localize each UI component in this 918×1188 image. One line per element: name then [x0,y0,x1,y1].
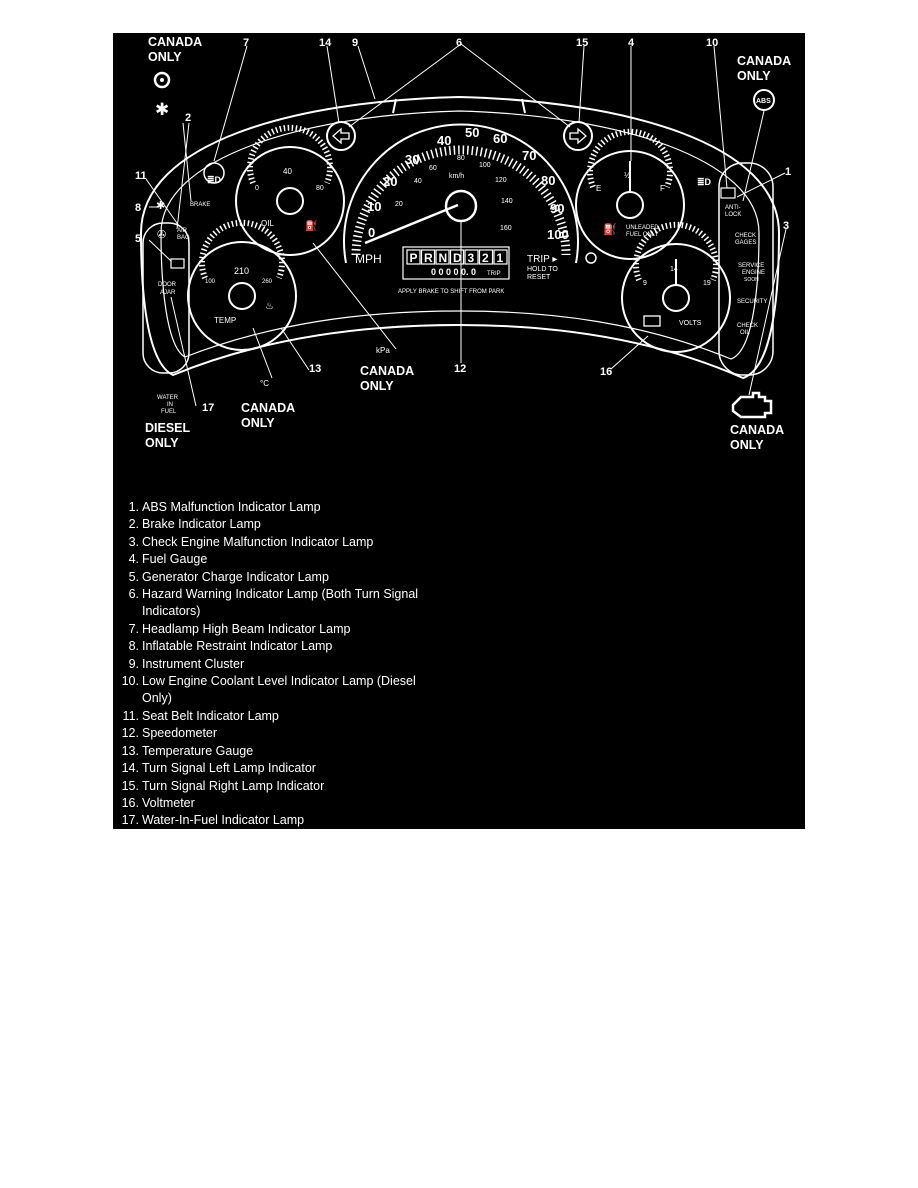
legend-item-number: 1. [128,500,139,514]
callout-10: 10 [706,37,719,49]
legend-item-number: 3. [128,534,139,549]
speed-mph-label: 20 [383,174,398,189]
svg-text:≣D: ≣D [207,175,222,185]
callout-5: 5 [135,233,142,245]
legend-item-number: 2. [128,517,139,532]
callout-8: 8 [135,202,142,214]
apply-brake-label: APPLY BRAKE TO SHIFT FROM PARK [398,289,505,295]
air-bag-label-2: BAG [177,235,190,241]
check-engine-icon [733,393,771,417]
legend-item-number: 9. [128,656,139,671]
note-canada-top-right: CANADA [737,54,792,68]
temp-label: TEMP [214,316,237,325]
prndl-gear-label: N [438,251,448,265]
legend-item-number: 6. [128,587,139,602]
prndl-gear-label: R [424,251,433,265]
legend-item-text: Generator Charge Indicator Lamp [142,569,329,584]
speed-mph-label: 50 [465,125,480,140]
kmh-label: km/h [449,173,465,180]
celsius-label: °C [260,379,269,388]
water-in-fuel-label-3: FUEL [161,409,177,415]
legend-item [113,516,805,533]
speed-kmh-label: 80 [457,155,465,162]
legend-item-text: Voltmeter [142,795,195,810]
prndl-gear-label: D [453,251,462,265]
temp-tick-260: 260 [262,279,273,285]
check-oil-label-1: CHECK [737,323,759,329]
legend-item [113,812,805,829]
fuel-empty-label: E [596,184,602,193]
legend-item [113,673,805,690]
legend-item [113,603,805,620]
coolant-icon: ♨ [265,301,274,312]
oil-label: OIL [261,219,274,228]
air-bag-icon: ✇ [157,229,167,241]
note-canada-kpa: CANADA [360,364,415,378]
legend-item-number: 16. [121,795,139,810]
abs-icon [754,90,774,110]
water-in-fuel-label-2: IN [167,402,173,408]
legend-item-text: Brake Indicator Lamp [142,517,261,532]
note-only-engine: ONLY [730,438,764,452]
legend-item-text: Water-In-Fuel Indicator Lamp [142,813,305,828]
legend-item [113,569,805,586]
prndl-gear-label: P [409,251,418,265]
legend-item [113,551,805,568]
brake-warning-icon [155,73,169,87]
note-canada-temp: CANADA [241,401,296,415]
callout-3: 3 [783,220,790,232]
speed-mph-label: 70 [522,148,537,163]
note-only-diesel: ONLY [145,436,179,450]
kpa-label: kPa [376,346,390,355]
legend-item-text: Check Engine Malfunction Indicator Lamp [142,534,374,549]
legend-item-text: Headlamp High Beam Indicator Lamp [142,621,351,636]
battery-icon [644,316,660,326]
legend-item [113,760,805,777]
callout-17: 17 [202,402,215,414]
legend-item-number: 8. [128,639,139,654]
trip-reset-button [586,253,596,263]
legend-item [113,534,805,551]
speed-mph-label: 30 [405,152,420,167]
temp-tick-100: 100 [205,279,216,285]
legend-item-number: 13. [121,743,139,758]
legend-item [113,743,805,760]
trip-odometer-label: TRIP [487,271,501,277]
speed-mph-label: 80 [541,173,556,188]
fuel-only-label: FUEL ONLY [626,232,659,238]
fuel-half-label: ½ [624,171,631,180]
legend-item-number: 11. [122,708,139,723]
callout-7: 7 [243,37,250,49]
legend-item [113,690,805,707]
cluster-housing [141,97,779,378]
note-canada-top-left: CANADA [148,35,203,49]
speed-mph-label: 100 [547,227,569,242]
note-only-top-right: ONLY [737,69,771,83]
callout-11: 11 [135,170,147,182]
callout-6: 6 [456,37,463,49]
legend-item [113,621,805,638]
volts-tick-14: 14 [670,266,678,273]
legend-item-text: ABS Malfunction Indicator Lamp [142,500,321,514]
legend-item [113,725,805,742]
speed-kmh-label: 160 [500,225,512,232]
note-only-top-left: ONLY [148,50,182,64]
anti-lock-label-2: LOCK [725,212,742,218]
volts-tick-19: 19 [703,280,711,287]
callout-1: 1 [785,166,792,178]
prndl-gear-label: 3 [467,251,475,265]
speed-mph-label: 90 [550,201,565,216]
callout-9: 9 [352,37,359,49]
legend-item-text: Hazard Warning Indicator Lamp (Both Turn Signal [142,587,419,602]
speed-kmh-label: 100 [479,162,491,169]
oil-tick-0: 0 [255,185,259,192]
legend-item-number: 7. [128,621,139,636]
legend-item-text: Speedometer [142,726,218,741]
note-only-temp: ONLY [241,416,275,430]
prndl-gear-label: 2 [482,251,489,265]
reset-label: RESET [527,274,551,281]
legend-item-text: Turn Signal Right Lamp Indicator [142,778,325,793]
note-diesel: DIESEL [145,421,191,435]
legend-item-number: 14. [121,761,139,776]
mph-label: MPH [355,252,382,266]
volts-label: VOLTS [679,320,702,327]
callout-2: 2 [185,112,192,124]
door-ajar-label-2: AJAR [160,290,176,296]
legend-item-text: Indicators) [142,604,201,619]
door-ajar-label-1: DOOR [158,282,176,288]
trip-label: TRIP ▸ [527,254,558,265]
legend-item-text: Low Engine Coolant Level Indicator Lamp (Diesel [142,674,416,689]
odometer-readout: 0 0 0 0 0. 0 [431,267,477,277]
callout-14: 14 [319,37,332,49]
abs-icon-label: ABS [756,98,771,105]
legend-item-text: Instrument Cluster [142,656,245,671]
hold-to-label: HOLD TO [527,266,558,273]
water-in-fuel-label-1: WATER [157,395,178,401]
callout-4: 4 [628,37,635,49]
check-oil-label-2: OIL [740,330,750,336]
temp-tick-210: 210 [234,266,250,276]
legend-item-number: 5. [128,569,139,584]
speed-mph-label: 60 [493,131,508,146]
voltmeter-gauge [622,225,730,352]
legend-item-number: 10. [121,674,139,689]
legend-item-number: 4. [128,552,139,567]
seat-belt-icon: ✱ [156,200,166,212]
speed-kmh-label: 60 [429,165,437,172]
check-gages-label-1: CHECK [735,233,757,239]
legend-item [113,778,805,795]
legend-item-text: Only) [142,691,172,706]
speed-mph-label: 10 [367,199,382,214]
service-engine-label-1: SERVICE [738,263,765,269]
speed-mph-label: 0 [368,225,376,240]
speed-kmh-label: 120 [495,177,507,184]
callout-12: 12 [454,363,467,375]
battery-lamp-icon [171,259,184,268]
speed-kmh-label: 140 [501,198,513,205]
service-engine-label-2: ENGINE [742,270,766,276]
fuel-full-label: F [660,184,665,193]
legend-item-text: Temperature Gauge [142,743,254,758]
temperature-gauge [188,223,296,350]
fuel-gauge [576,132,684,259]
legend-item-number [113,690,142,707]
security-label: SECURITY [737,299,768,305]
legend-item-number: 15. [121,778,139,793]
legend-item-text: Seat Belt Indicator Lamp [142,708,279,723]
callout-15: 15 [576,37,589,49]
speed-kmh-label: 20 [395,201,403,208]
air-bag-label-1: AIR [177,228,188,234]
diagram-panel [113,33,805,829]
note-canada-engine: CANADA [730,423,785,437]
legend-item [113,499,805,516]
right-indicator-pod [697,163,773,375]
prndl-gear-label: 1 [496,251,504,265]
legend-list [113,499,805,830]
callout-16: 16 [600,366,613,378]
airbag-person-icon: ✱ [155,100,170,119]
legend-item-text: Inflatable Restraint Indicator Lamp [142,639,333,654]
legend-item-text: Fuel Gauge [142,552,208,567]
legend-item [113,708,805,725]
high-beam-right-icon: ≣D [697,177,712,187]
legend-item [113,638,805,655]
legend-item [113,795,805,812]
oil-tick-80: 80 [316,185,324,192]
oil-tick-40: 40 [283,167,292,176]
legend-item-text: Turn Signal Left Lamp Indicator [142,761,316,776]
speed-kmh-label: 40 [414,178,422,185]
fuel-pump-icon: ⛽ [603,224,617,236]
note-only-kpa: ONLY [360,379,394,393]
service-engine-label-3: SOON [744,277,759,283]
anti-lock-label-1: ANTI- [725,205,741,211]
unleaded-label: UNLEADED [626,225,659,231]
instrument-cluster-diagram [113,33,805,503]
callout-13: 13 [309,363,322,375]
speed-mph-label: 40 [437,133,452,148]
legend-item [113,586,805,603]
legend-item [113,656,805,673]
legend-item-number [113,603,142,620]
brake-lamp-label: BRAKE [190,202,211,208]
coolant-level-icon [721,188,735,198]
legend-item-number: 17. [121,813,139,828]
legend-item-number: 12. [121,726,139,741]
oil-can-icon: ⛽ [305,221,318,232]
oil-pressure-gauge [236,128,344,255]
volts-tick-9: 9 [643,280,647,287]
check-gages-label-2: GAGES [735,240,757,246]
